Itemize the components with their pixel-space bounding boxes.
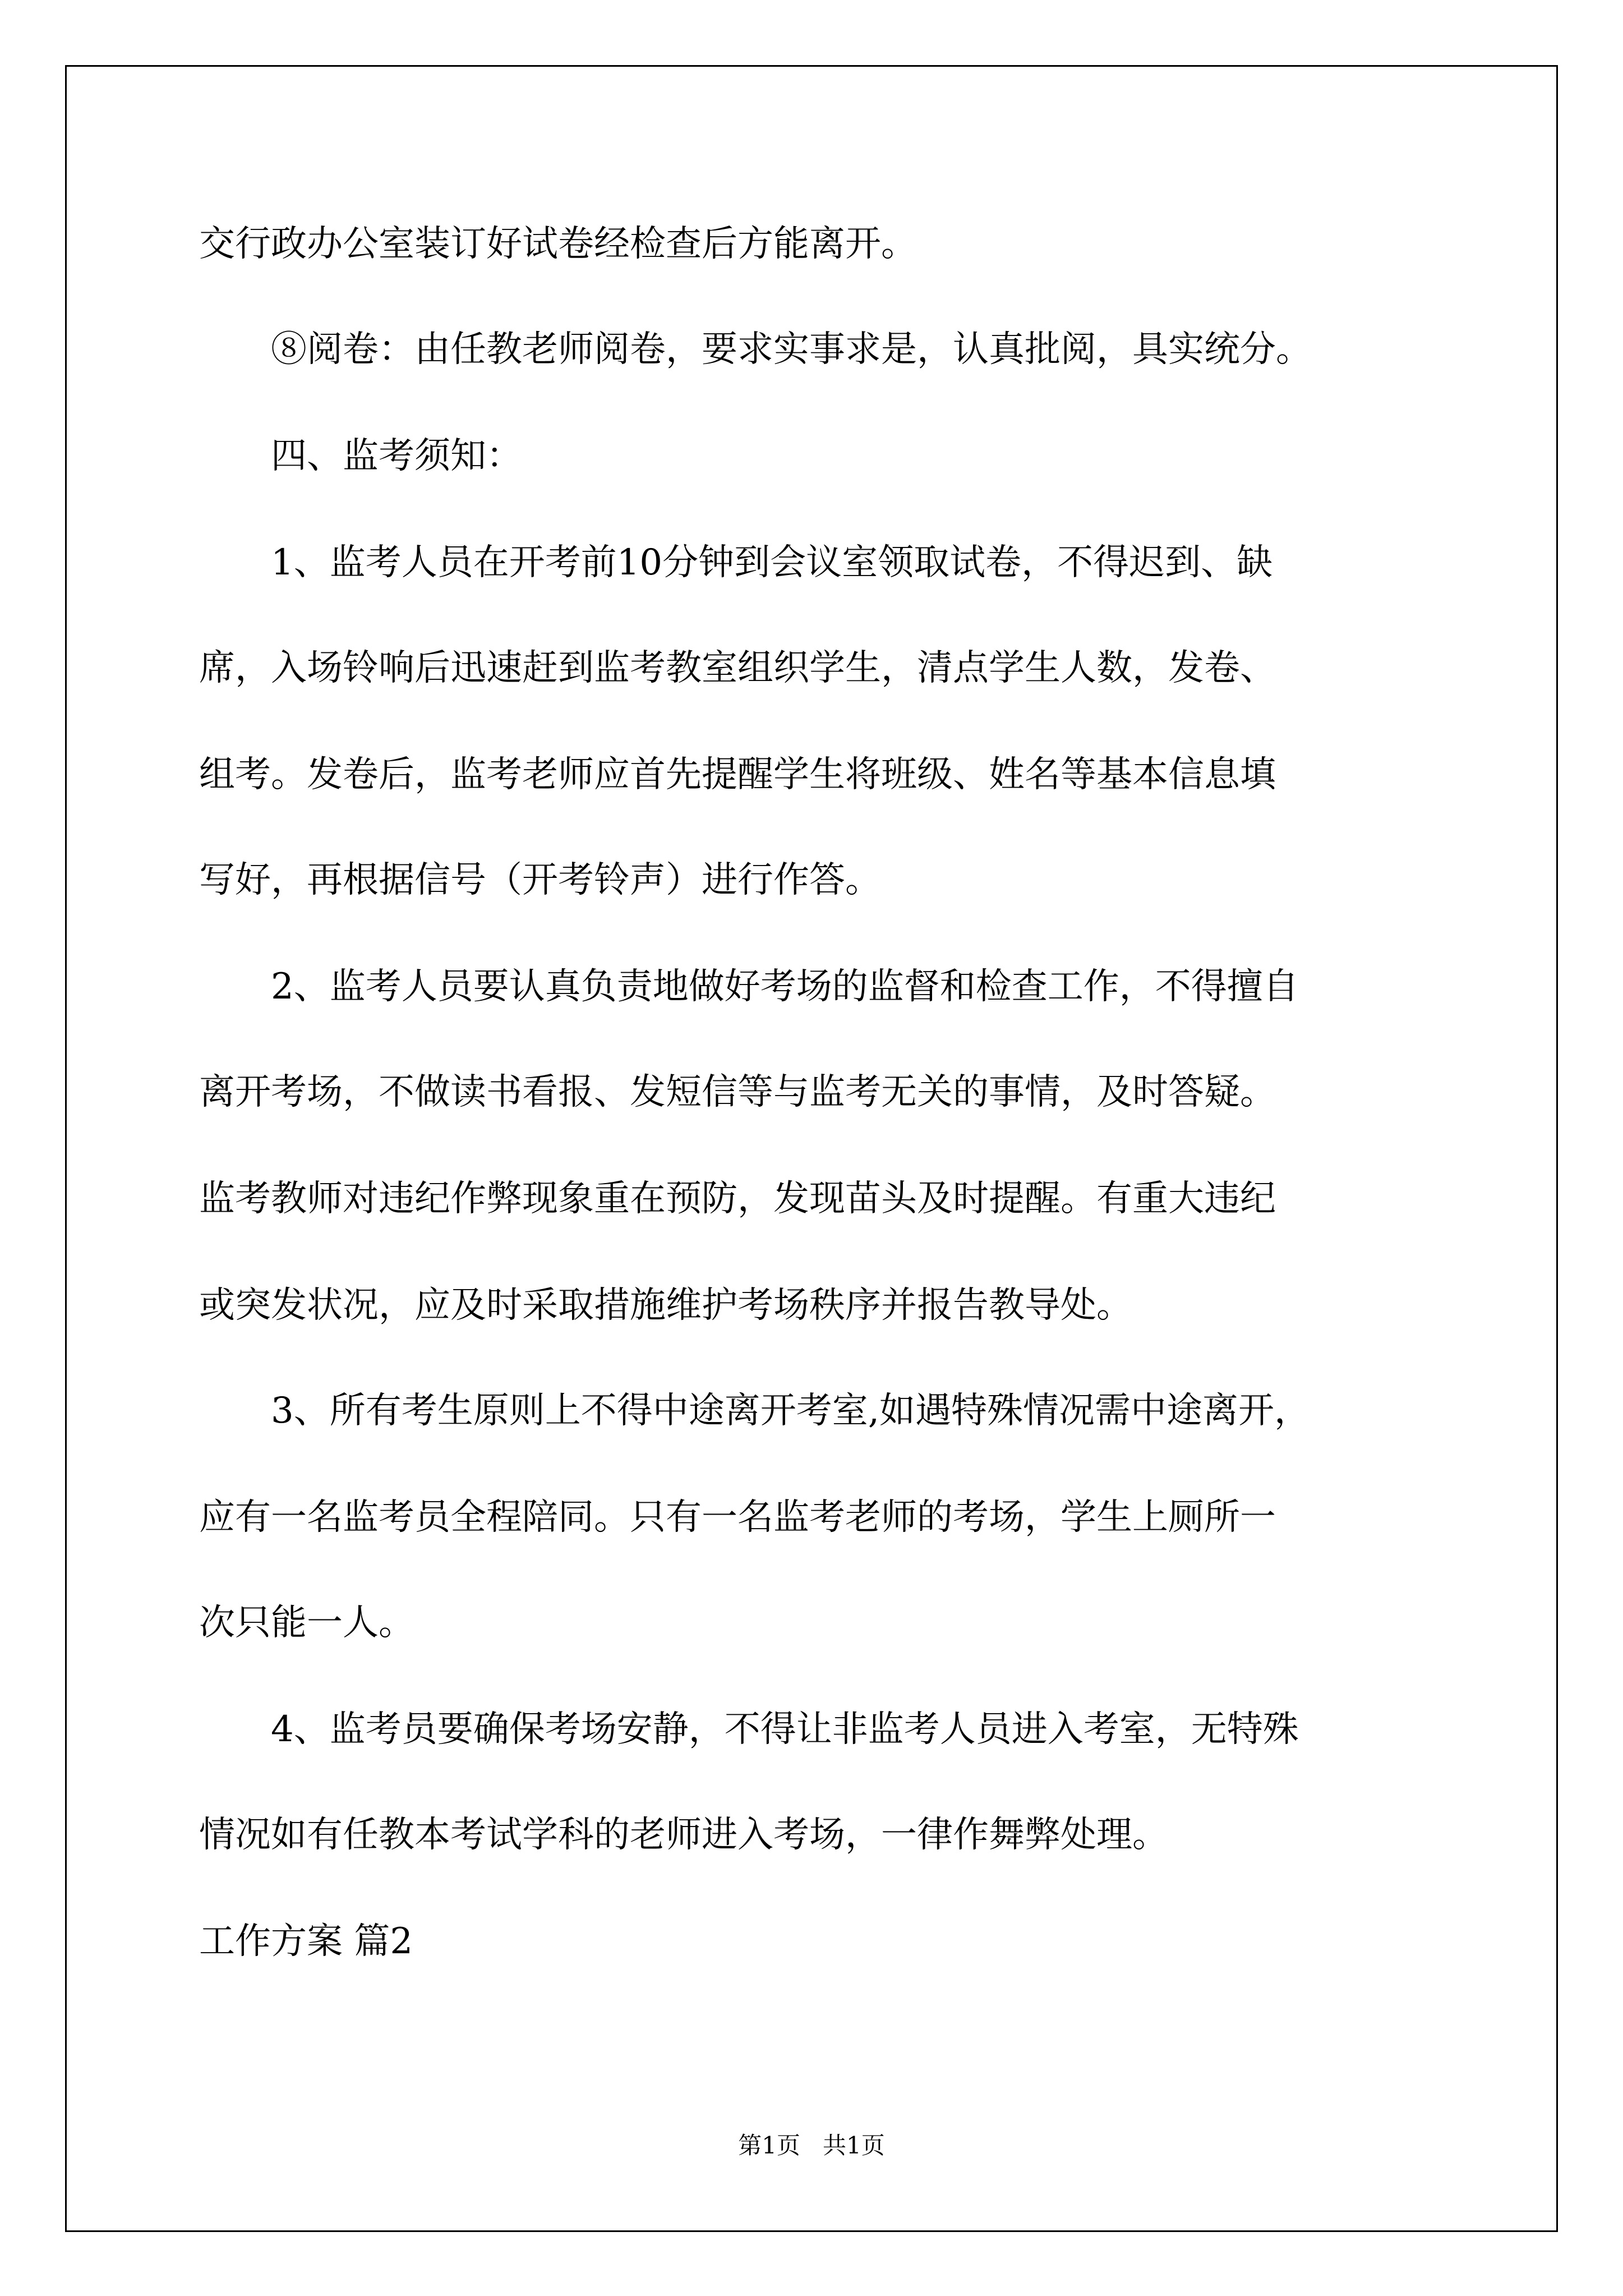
section-title: 工作方案 篇2	[199, 1921, 413, 1962]
page-border	[65, 65, 1558, 2232]
page-footer: 第1页 共1页	[738, 2132, 885, 2159]
text-line-1: 交行政办公室装订好试卷经检查后方能离开。	[199, 223, 917, 265]
text-line-14: 次只能一人。	[199, 1602, 414, 1644]
text-line-9: 离开考场，不做读书看报、发短信等与监考无关的事情，及时答疑。	[199, 1071, 1276, 1113]
text-line-5: 席，入场铃响后迅速赶到监考教室组织学生，清点学生人数，发卷、	[199, 647, 1276, 689]
text-line-10: 监考教师对违纪作弊现象重在预防，发现苗头及时提醒。有重大违纪	[199, 1178, 1276, 1220]
text-line-15: 4、监考员要确保考场安静，不得让非监考人员进入考室，无特殊	[199, 1709, 1299, 1750]
text-line-12: 3、所有考生原则上不得中途离开考室,如遇特殊情况需中途离开，	[199, 1390, 1311, 1432]
text-line-16: 情况如有任教本考试学科的老师进入考场，一律作舞弊处理。	[199, 1814, 1168, 1856]
text-line-2: ⑧阅卷：由任教老师阅卷，要求实事求是，认真批阅，具实统分。	[199, 329, 1312, 370]
text-line-13: 应有一名监考员全程陪同。只有一名监考老师的考场，学生上厕所一	[199, 1497, 1276, 1538]
text-line-11: 或突发状况，应及时采取措施维护考场秩序并报告教导处。	[199, 1285, 1132, 1326]
section-heading-4: 四、监考须知：	[199, 435, 522, 477]
text-line-8: 2、监考人员要认真负责地做好考场的监督和检查工作，不得擅自	[199, 966, 1299, 1007]
text-line-7: 写好，再根据信号（开考铃声）进行作答。	[199, 859, 881, 901]
text-line-6: 组考。发卷后，监考老师应首先提醒学生将班级、姓名等基本信息填	[199, 754, 1276, 795]
text-line-4: 1、监考人员在开考前10分钟到会议室领取试卷，不得迟到、缺	[199, 542, 1273, 583]
